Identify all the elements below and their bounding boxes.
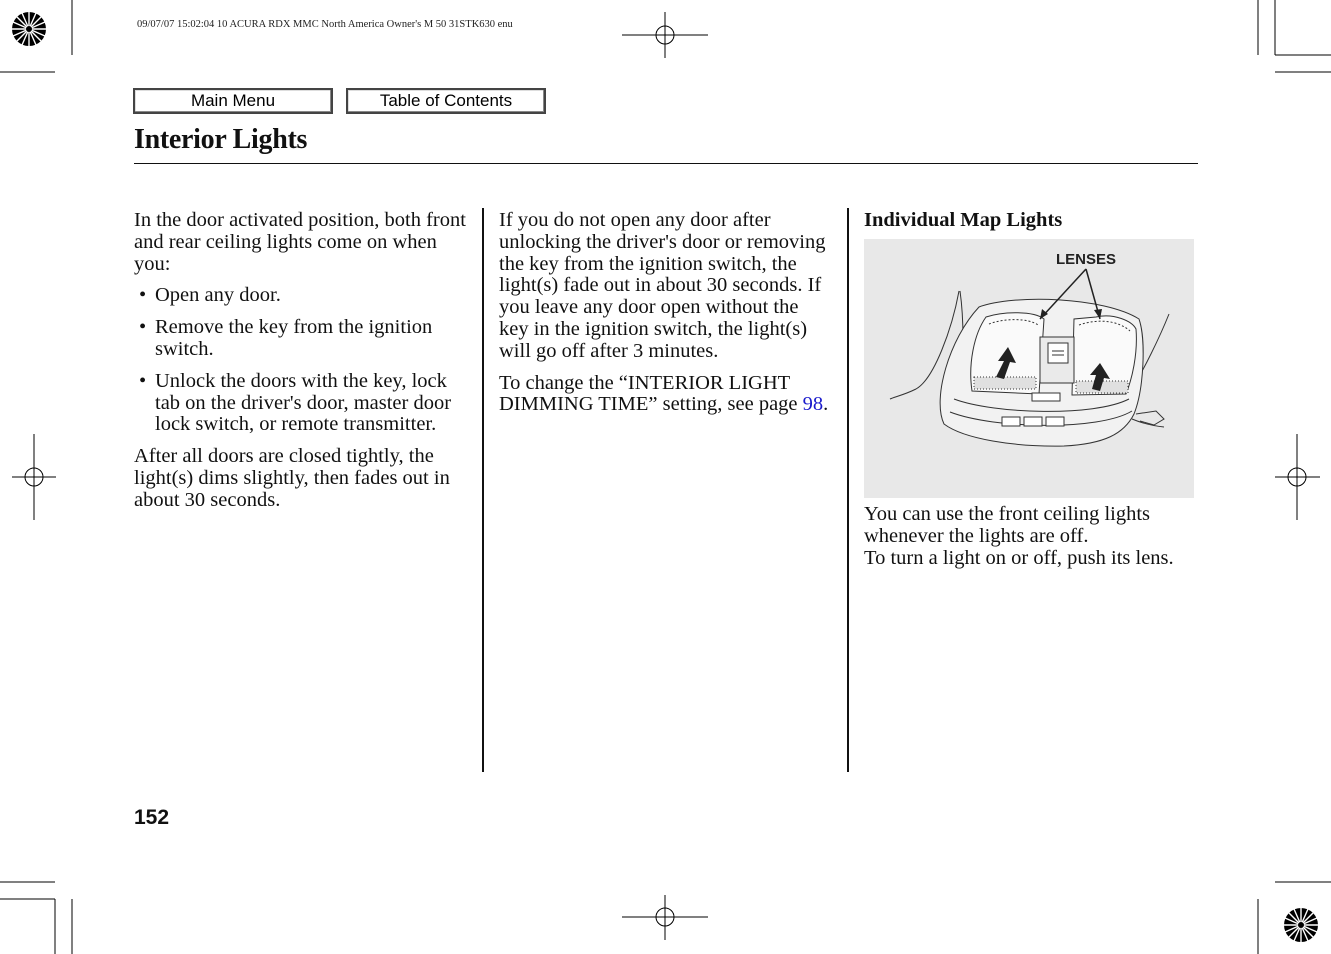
page-98-link[interactable]: 98 bbox=[802, 393, 824, 416]
lenses-label: LENSES bbox=[1056, 251, 1117, 268]
bullet-icon: • bbox=[139, 316, 147, 339]
list-item-text: Remove the key from the ignition switch. bbox=[155, 316, 433, 360]
push-lens-paragraph: To turn a light on or off, push its lens. bbox=[864, 546, 1174, 569]
list-item bbox=[134, 285, 474, 307]
list-item bbox=[134, 371, 474, 436]
list-item-text: Open any door. bbox=[155, 284, 281, 307]
column-3-body bbox=[864, 504, 1198, 569]
timeout-paragraph: If you do not open any door after unlocking the driver's door or removing the key from the ignition switch, the light(s) fade out in about 30 seconds. If you leave any door open without the key in the ignition switch, the light(s) will go off after 3 minutes. bbox=[499, 209, 826, 362]
list-item bbox=[134, 317, 474, 361]
setting-text: To change the “INTERIOR LIGHT DIMMING TIME” setting, see page bbox=[499, 371, 803, 416]
column-1 bbox=[134, 210, 474, 522]
bullet-icon: • bbox=[139, 284, 147, 307]
column-divider bbox=[482, 208, 484, 772]
map-lights-illustration bbox=[864, 239, 1194, 498]
map-lights-drawing bbox=[864, 239, 1194, 498]
page-title: Interior Lights bbox=[134, 124, 308, 155]
setting-text-end: . bbox=[823, 393, 829, 416]
main-menu-button[interactable]: Main Menu bbox=[133, 88, 333, 114]
ceiling-lights-paragraph: You can use the front ceiling lights whenever the lights are off. bbox=[864, 503, 1151, 547]
trigger-list bbox=[134, 285, 474, 436]
table-of-contents-button[interactable]: Table of Contents bbox=[346, 88, 546, 114]
title-rule bbox=[134, 163, 1198, 164]
column-3 bbox=[864, 210, 1198, 242]
column-divider bbox=[847, 208, 849, 772]
column-2 bbox=[499, 210, 829, 426]
bullet-icon: • bbox=[139, 369, 147, 392]
fade-paragraph: After all doors are closed tightly, the light(s) dims slightly, then fades out in about 30 seconds. bbox=[134, 445, 450, 511]
print-metadata: 09/07/07 15:02:04 10 ACURA RDX MMC North America Owner's M 50 31STK630 enu bbox=[137, 19, 513, 30]
page-number: 152 bbox=[134, 806, 170, 829]
list-item-text: Unlock the doors with the key, lock tab on the driver's door, master door lock switch, or remote transmitter. bbox=[155, 369, 452, 436]
setting-paragraph bbox=[499, 373, 829, 417]
section-heading: Individual Map Lights bbox=[864, 209, 1063, 231]
intro-paragraph: In the door activated position, both front and rear ceiling lights come on when you: bbox=[134, 209, 466, 275]
